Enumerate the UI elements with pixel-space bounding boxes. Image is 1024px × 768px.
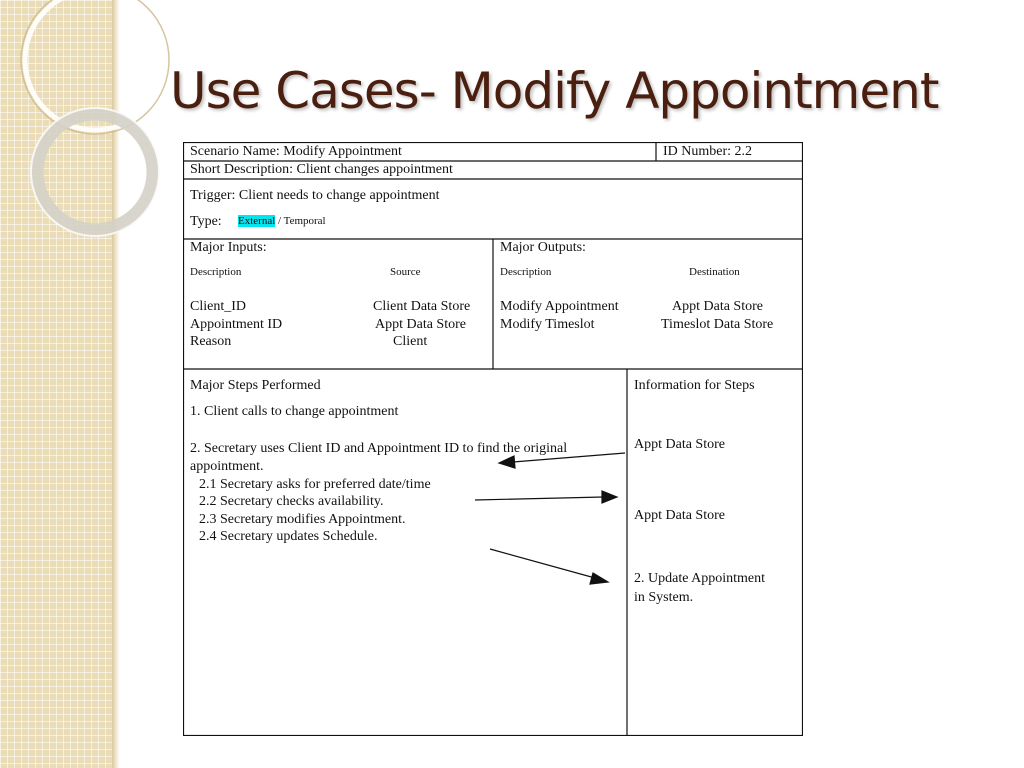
trigger-text: Trigger: Client needs to change appointment	[190, 188, 440, 203]
input-row-description: Reason	[190, 334, 232, 349]
slide-title: Use Cases- Modify Appointment	[170, 62, 939, 120]
type-external-highlight: External	[238, 215, 276, 227]
output-row-destination: Timeslot Data Store	[661, 317, 774, 332]
input-row-description: Client_ID	[190, 299, 246, 314]
major-inputs-heading: Major Inputs:	[190, 240, 267, 255]
output-row-description: Modify Timeslot	[500, 317, 595, 332]
info-item-2: Appt Data Store	[634, 508, 725, 523]
info-item-1: Appt Data Store	[634, 437, 725, 452]
input-row-source: Client Data Store	[373, 299, 471, 314]
type-label: Type:	[190, 214, 222, 229]
id-number: ID Number: 2.2	[663, 144, 753, 159]
outputs-col-description: Description	[500, 266, 552, 278]
step-2-2: 2.2 Secretary checks availability.	[199, 494, 384, 509]
outputs-col-destination: Destination	[689, 266, 740, 278]
inputs-col-source: Source	[390, 266, 421, 278]
input-row-source: Client	[393, 334, 428, 349]
type-temporal: / Temporal	[275, 215, 326, 227]
step-2-4: 2.4 Secretary updates Schedule.	[199, 529, 378, 544]
output-row-description: Modify Appointment	[500, 299, 619, 314]
inputs-col-description: Description	[190, 266, 242, 278]
use-case-form	[183, 142, 803, 736]
decorative-rings	[0, 0, 200, 260]
step-2-3: 2.3 Secretary modifies Appointment.	[199, 512, 406, 527]
step-2-1: 2.1 Secretary asks for preferred date/time	[199, 477, 431, 492]
output-row-destination: Appt Data Store	[672, 299, 763, 314]
step-2-line-2: appointment.	[190, 459, 264, 474]
info-heading: Information for Steps	[634, 378, 755, 393]
major-steps-heading: Major Steps Performed	[190, 378, 321, 393]
info-item-3-line-1: 2. Update Appointment	[634, 571, 766, 586]
short-description: Short Description: Client changes appointment	[190, 162, 453, 177]
info-item-3-line-2: in System.	[634, 590, 694, 605]
major-outputs-heading: Major Outputs:	[500, 240, 586, 255]
input-row-source: Appt Data Store	[375, 317, 466, 332]
step-2-line-1: 2. Secretary uses Client ID and Appointment ID to find the original	[190, 441, 568, 456]
scenario-name: Scenario Name: Modify Appointment	[190, 144, 402, 159]
type-values	[238, 216, 326, 227]
input-row-description: Appointment ID	[190, 317, 283, 332]
step-arrows	[475, 453, 625, 584]
step-1: 1. Client calls to change appointment	[190, 404, 399, 419]
